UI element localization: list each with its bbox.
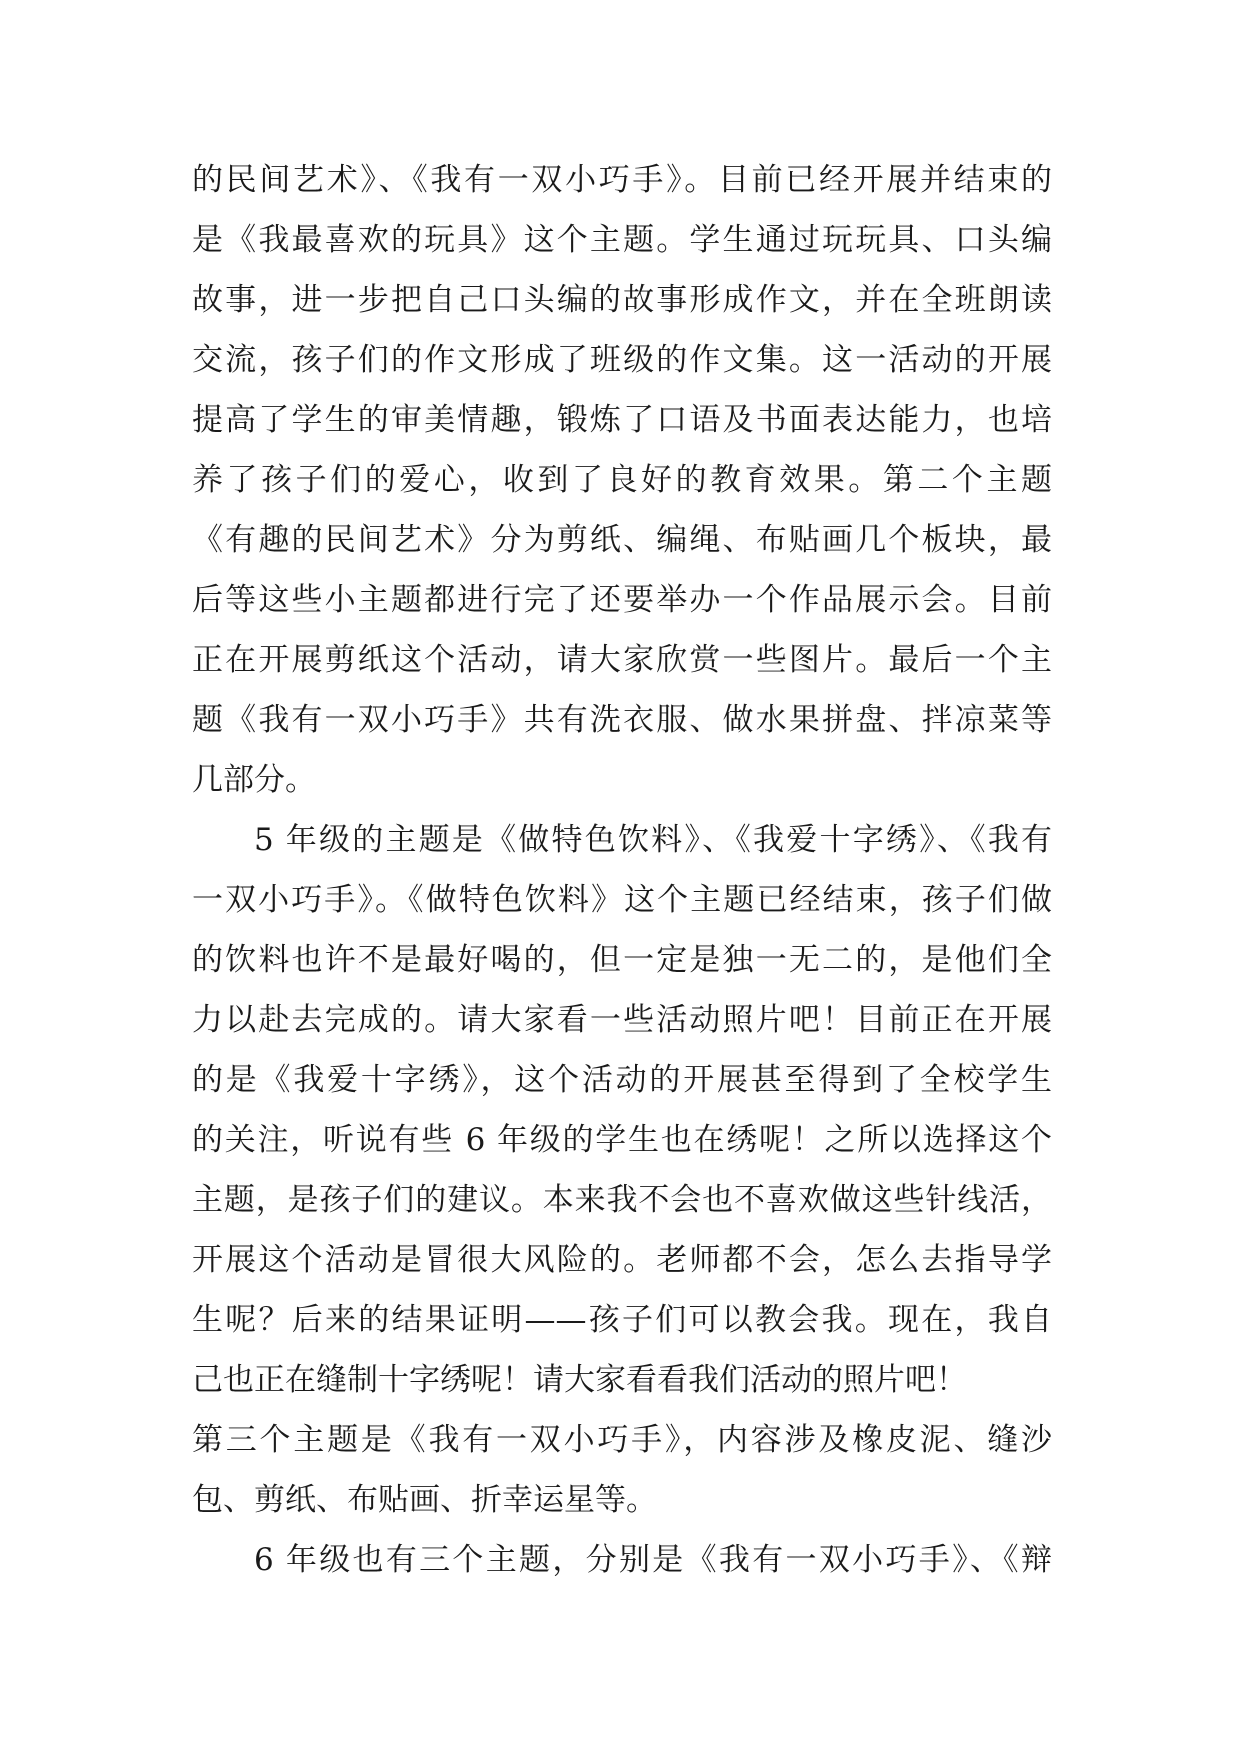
text-line: 正在开展剪纸这个活动，请大家欣赏一些图片。最后一个主 [192,642,1052,678]
paragraph [192,810,1052,1530]
text-line: 提高了学生的审美情趣，锻炼了口语及书面表达能力，也培 [192,402,1052,438]
text-line: 6 年级也有三个主题，分别是《我有一双小巧手》、《辩 [254,1542,1052,1578]
text-line: 生呢？后来的结果证明——孩子们可以教会我。现在，我自 [192,1302,1052,1338]
text-line: 开展这个活动是冒很大风险的。老师都不会，怎么去指导学 [192,1242,1052,1278]
paragraph [192,150,1052,810]
text-line: 包、剪纸、布贴画、折幸运星等。 [192,1482,657,1518]
text-line: 的是《我爱十字绣》，这个活动的开展甚至得到了全校学生 [192,1062,1052,1098]
text-line: 己也正在缝制十字绣呢！请大家看看我们活动的照片吧！ [192,1362,967,1398]
text-line: 养了孩子们的爱心，收到了良好的教育效果。第二个主题 [192,462,1052,498]
text-line: 后等这些小主题都进行完了还要举办一个作品展示会。目前 [192,582,1052,618]
text-line: 5 年级的主题是《做特色饮料》、《我爱十字绣》、《我有 [254,822,1052,858]
text-line: 的饮料也许不是最好喝的，但一定是独一无二的，是他们全 [192,942,1052,978]
document-body [192,150,1052,1590]
text-line: 主题，是孩子们的建议。本来我不会也不喜欢做这些针线活， [192,1182,1052,1218]
text-line: 力以赴去完成的。请大家看一些活动照片吧！目前正在开展 [192,1002,1052,1038]
text-line: 《有趣的民间艺术》分为剪纸、编绳、布贴画几个板块，最 [192,522,1052,558]
text-line: 的关注，听说有些 6 年级的学生也在绣呢！之所以选择这个 [192,1122,1052,1158]
text-line: 的民间艺术》、《我有一双小巧手》。目前已经开展并结束的 [192,162,1052,198]
text-line: 题《我有一双小巧手》共有洗衣服、做水果拼盘、拌凉菜等 [192,702,1052,738]
text-line: 第三个主题是《我有一双小巧手》，内容涉及橡皮泥、缝沙 [192,1422,1052,1458]
text-line: 一双小巧手》。《做特色饮料》这个主题已经结束，孩子们做 [192,882,1052,918]
text-line: 几部分。 [192,762,316,798]
paragraph [192,1530,1052,1590]
text-line: 是《我最喜欢的玩具》这个主题。学生通过玩玩具、口头编 [192,222,1052,258]
text-line: 故事，进一步把自己口头编的故事形成作文，并在全班朗读 [192,282,1052,318]
text-line: 交流，孩子们的作文形成了班级的作文集。这一活动的开展 [192,342,1052,378]
